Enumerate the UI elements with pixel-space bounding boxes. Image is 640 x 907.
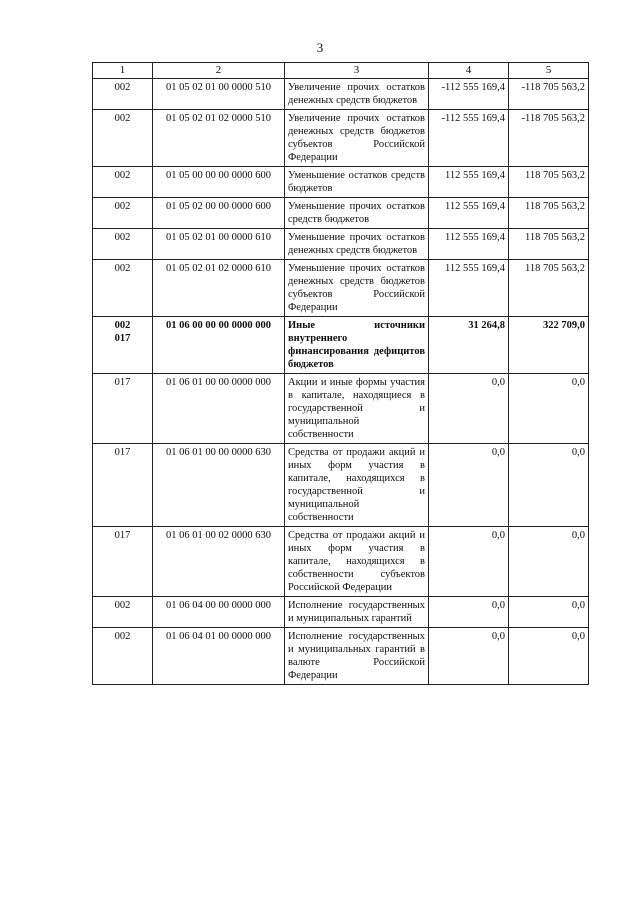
amount-col5-cell: 0,0 <box>509 597 589 628</box>
source-name-cell: Средства от продажи акций и иных форм участия в капитале, находящихся в собственности субъектов Российской Федерации <box>285 527 429 597</box>
source-name-cell: Акции и иные формы участия в капитале, находящиеся в государственной и муниципальной собственности <box>285 374 429 444</box>
budget-code-cell: 01 05 02 01 02 0000 510 <box>153 110 285 167</box>
table-row <box>93 198 589 229</box>
amount-col5-cell: 118 705 563,2 <box>509 167 589 198</box>
amount-col5-cell: 118 705 563,2 <box>509 260 589 317</box>
admin-code-cell: 002 <box>93 260 153 317</box>
column-header-5: 5 <box>509 63 589 79</box>
header-row <box>93 63 589 79</box>
admin-code-cell: 017 <box>93 444 153 527</box>
budget-code-cell: 01 06 00 00 00 0000 000 <box>153 317 285 374</box>
budget-code-cell: 01 06 04 01 00 0000 000 <box>153 628 285 685</box>
amount-col5-cell: 322 709,0 <box>509 317 589 374</box>
amount-col4-cell: 112 555 169,4 <box>429 229 509 260</box>
admin-code-cell: 002 <box>93 628 153 685</box>
table-body <box>93 79 589 685</box>
amount-col5-cell: 0,0 <box>509 444 589 527</box>
source-name-cell: Иные источники внутреннего финансирования дефицитов бюджетов <box>285 317 429 374</box>
amount-col4-cell: 0,0 <box>429 374 509 444</box>
amount-col4-cell: 0,0 <box>429 597 509 628</box>
table-row <box>93 260 589 317</box>
table-row <box>93 229 589 260</box>
amount-col5-cell: -118 705 563,2 <box>509 79 589 110</box>
amount-col5-cell: 0,0 <box>509 374 589 444</box>
column-header-3: 3 <box>285 63 429 79</box>
budget-code-cell: 01 05 02 01 00 0000 510 <box>153 79 285 110</box>
table-row <box>93 527 589 597</box>
amount-col5-cell: 0,0 <box>509 527 589 597</box>
source-name-cell: Уменьшение остатков средств бюджетов <box>285 167 429 198</box>
budget-code-cell: 01 06 01 00 00 0000 000 <box>153 374 285 444</box>
table-row <box>93 317 589 374</box>
amount-col4-cell: 0,0 <box>429 444 509 527</box>
admin-code-cell: 002 <box>93 198 153 229</box>
budget-code-cell: 01 06 01 00 00 0000 630 <box>153 444 285 527</box>
amount-col4-cell: 112 555 169,4 <box>429 260 509 317</box>
budget-code-cell: 01 05 00 00 00 0000 600 <box>153 167 285 198</box>
source-name-cell: Уменьшение прочих остатков средств бюджетов <box>285 198 429 229</box>
amount-col4-cell: 0,0 <box>429 628 509 685</box>
admin-code-cell: 017 <box>93 527 153 597</box>
admin-code-cell: 017 <box>93 374 153 444</box>
table-row <box>93 167 589 198</box>
amount-col4-cell: -112 555 169,4 <box>429 79 509 110</box>
source-name-cell: Средства от продажи акций и иных форм участия в капитале, находящихся в государственной и муниципальной собственности <box>285 444 429 527</box>
table-row <box>93 79 589 110</box>
admin-code-cell: 002 <box>93 167 153 198</box>
amount-col5-cell: 0,0 <box>509 628 589 685</box>
budget-code-cell: 01 06 01 00 02 0000 630 <box>153 527 285 597</box>
source-name-cell: Увеличение прочих остатков денежных средств бюджетов <box>285 79 429 110</box>
source-name-cell: Уменьшение прочих остатков денежных средств бюджетов <box>285 229 429 260</box>
amount-col4-cell: -112 555 169,4 <box>429 110 509 167</box>
budget-code-cell: 01 05 02 01 02 0000 610 <box>153 260 285 317</box>
amount-col5-cell: -118 705 563,2 <box>509 110 589 167</box>
amount-col5-cell: 118 705 563,2 <box>509 198 589 229</box>
table-row <box>93 444 589 527</box>
amount-col4-cell: 112 555 169,4 <box>429 167 509 198</box>
page-number: 3 <box>316 40 324 55</box>
amount-col4-cell: 112 555 169,4 <box>429 198 509 229</box>
admin-code-cell: 002 017 <box>93 317 153 374</box>
source-name-cell: Уменьшение прочих остатков денежных средств бюджетов субъектов Российской Федерации <box>285 260 429 317</box>
table-row <box>93 110 589 167</box>
budget-sources-table <box>92 62 589 685</box>
admin-code-cell: 002 <box>93 229 153 260</box>
budget-code-cell: 01 05 02 01 00 0000 610 <box>153 229 285 260</box>
amount-col4-cell: 31 264,8 <box>429 317 509 374</box>
budget-code-cell: 01 05 02 00 00 0000 600 <box>153 198 285 229</box>
amount-col4-cell: 0,0 <box>429 527 509 597</box>
admin-code-cell: 002 <box>93 110 153 167</box>
table-row <box>93 628 589 685</box>
column-header-1: 1 <box>93 63 153 79</box>
source-name-cell: Увеличение прочих остатков денежных средств бюджетов субъектов Российской Федерации <box>285 110 429 167</box>
table-row <box>93 374 589 444</box>
table-row <box>93 597 589 628</box>
amount-col5-cell: 118 705 563,2 <box>509 229 589 260</box>
admin-code-cell: 002 <box>93 597 153 628</box>
column-header-2: 2 <box>153 63 285 79</box>
budget-code-cell: 01 06 04 00 00 0000 000 <box>153 597 285 628</box>
admin-code-cell: 002 <box>93 79 153 110</box>
source-name-cell: Исполнение государственных и муниципальных гарантий <box>285 597 429 628</box>
source-name-cell: Исполнение государственных и муниципальных гарантий в валюте Российской Федерации <box>285 628 429 685</box>
column-header-4: 4 <box>429 63 509 79</box>
